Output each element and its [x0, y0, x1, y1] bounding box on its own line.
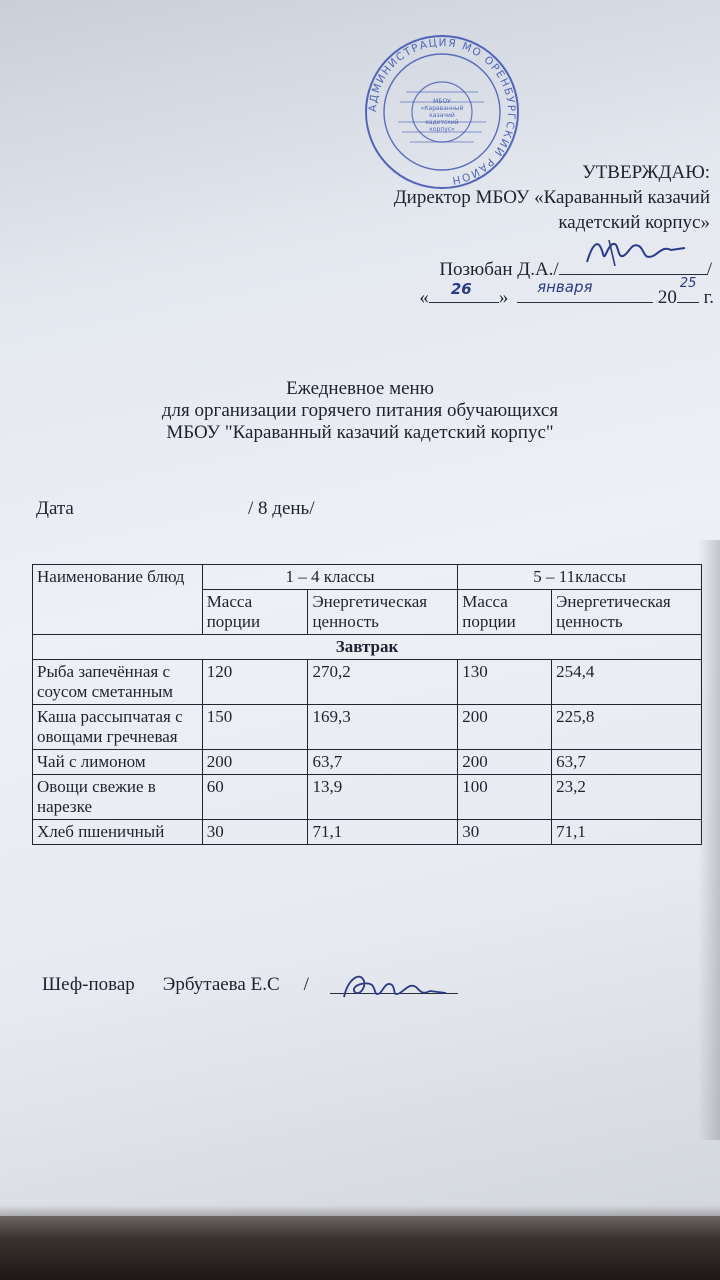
mass-grades-1-4: 120 [202, 660, 308, 705]
director-name: Позюбан Д.А./ [439, 259, 559, 280]
day-number: / 8 день/ [248, 498, 315, 519]
energy-grades-1-4: 169,3 [308, 705, 458, 750]
energy-grades-5-11: 71,1 [552, 820, 702, 845]
title-line3: МБОУ "Караванный казачий кадетский корпус" [166, 422, 554, 443]
chef-signature-blank [330, 993, 458, 994]
approval-position-line2: кадетский корпус» [558, 212, 710, 233]
title-line2: для организации горячего питания обучающихся [161, 400, 559, 421]
date-label: Дата [36, 498, 74, 519]
meal-section-breakfast: Завтрак [33, 635, 702, 660]
mass-grades-1-4: 30 [202, 820, 308, 845]
approval-block [394, 160, 710, 235]
stamp-ring-text: АДМИНИСТРАЦИЯ МО ОРЕНБУРГСКИЙ РАЙОН [366, 36, 518, 187]
quote-open: « [419, 287, 429, 308]
table-row [33, 775, 702, 820]
mass-grades-5-11: 200 [458, 705, 552, 750]
energy-grades-1-4: 71,1 [308, 820, 458, 845]
chef-role: Шеф-повар [42, 974, 135, 995]
year-blank [677, 276, 699, 303]
menu-table [32, 564, 702, 845]
approval-heading: УТВЕРЖДАЮ: [582, 162, 710, 183]
chef-slash: / [303, 974, 309, 995]
header-mass: Масса порции [458, 590, 552, 635]
mass-grades-1-4: 200 [202, 750, 308, 775]
dish-name: Рыба запечённая с соусом сметанным [33, 660, 203, 705]
title-line1: Ежедневное меню [286, 378, 434, 399]
mass-grades-1-4: 150 [202, 705, 308, 750]
header-grades-1-4: 1 – 4 классы [202, 565, 458, 590]
day-blank [429, 280, 499, 303]
chef-signature-icon [330, 967, 458, 1007]
signature-blank [559, 256, 707, 275]
mass-grades-5-11: 100 [458, 775, 552, 820]
energy-grades-5-11: 23,2 [552, 775, 702, 820]
approval-position-line1: Директор МБОУ «Караванный казачий [393, 187, 710, 208]
date-row [36, 498, 315, 520]
chef-signature-line [42, 974, 309, 996]
energy-grades-1-4: 13,9 [308, 775, 458, 820]
handwritten-year: 25 [679, 276, 697, 291]
dish-name: Каша рассыпчатая с овощами гречневая [33, 705, 203, 750]
table-row [33, 705, 702, 750]
dish-name: Хлеб пшеничный [33, 820, 203, 845]
quote-close: » [498, 287, 509, 308]
handwritten-month: января [537, 278, 593, 296]
mass-grades-1-4: 60 [202, 775, 308, 820]
energy-grades-5-11: 63,7 [552, 750, 702, 775]
mass-grades-5-11: 30 [458, 820, 552, 845]
header-grades-5-11: 5 – 11классы [458, 565, 702, 590]
signature-slash: / [706, 259, 712, 280]
mass-grades-5-11: 130 [458, 660, 552, 705]
stamp-center-text: МБОУ «Караванный казачий кадетский корпус» [420, 98, 464, 133]
chef-name: Эрбутаева Е.С [162, 974, 280, 995]
header-dish-name: Наименование блюд [33, 565, 203, 635]
document-title [0, 378, 720, 444]
handwritten-day: 26 [450, 280, 472, 298]
year-prefix: 20 [657, 287, 677, 308]
table-row [33, 750, 702, 775]
year-suffix: г. [703, 287, 714, 308]
header-energy: Энергетическая ценность [552, 590, 702, 635]
director-signature-icon [559, 236, 707, 270]
energy-grades-5-11: 225,8 [552, 705, 702, 750]
table-row [33, 660, 702, 705]
dish-name: Чай с лимоном [33, 750, 203, 775]
approval-date-line [419, 276, 714, 309]
table-surface [0, 1216, 720, 1280]
month-blank [517, 278, 653, 303]
mass-grades-5-11: 200 [458, 750, 552, 775]
energy-grades-1-4: 270,2 [308, 660, 458, 705]
table-row [33, 820, 702, 845]
header-mass: Масса порции [202, 590, 308, 635]
energy-grades-1-4: 63,7 [308, 750, 458, 775]
dish-name: Овощи свежие в нарезке [33, 775, 203, 820]
header-energy: Энергетическая ценность [308, 590, 458, 635]
energy-grades-5-11: 254,4 [552, 660, 702, 705]
